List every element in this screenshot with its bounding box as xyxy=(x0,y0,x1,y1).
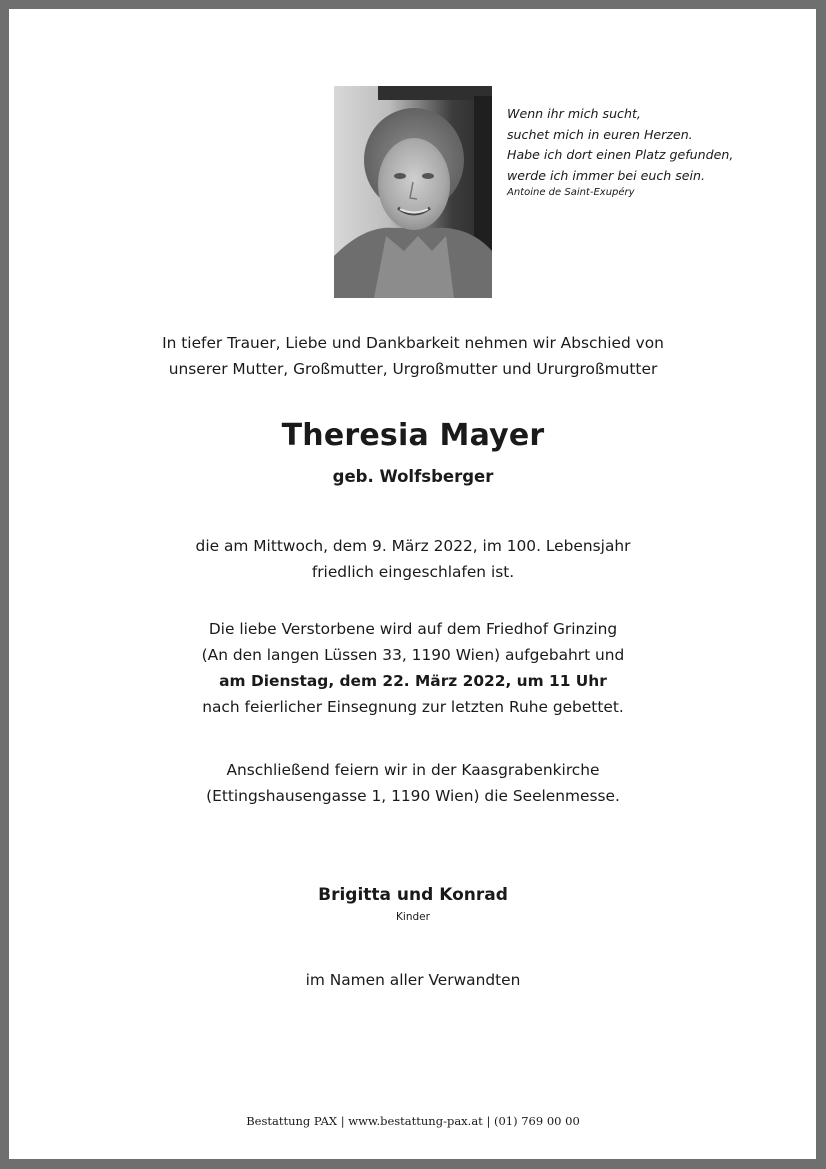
death-line: die am Mittwoch, dem 9. März 2022, im 100. Lebensjahr xyxy=(195,537,631,555)
quote-author: Antoine de Saint-Exupéry xyxy=(507,187,635,198)
quote-line: suchet mich in euren Herzen. xyxy=(507,126,693,142)
quote-block xyxy=(507,104,807,200)
deceased-name: Theresia Mayer xyxy=(281,418,545,453)
quote-line: Wenn ihr mich sucht, xyxy=(507,106,641,121)
mourner-relation: Kinder xyxy=(396,911,430,923)
footer-contact: Bestattung PAX | www.bestattung-pax.at | (01) 769 00 00 xyxy=(246,1114,580,1128)
death-notice xyxy=(40,533,786,585)
portrait-photo xyxy=(334,86,492,298)
mass-details xyxy=(40,757,786,809)
death-line: friedlich eingeschlafen ist. xyxy=(311,563,515,581)
portrait-image xyxy=(334,86,492,298)
funeral-line: (An den langen Lüssen 33, 1190 Wien) aufgebahrt und xyxy=(201,646,625,664)
maiden-name: geb. Wolfsberger xyxy=(332,467,494,486)
mass-line: (Ettingshausengasse 1, 1190 Wien) die Seelenmesse. xyxy=(206,787,620,805)
funeral-closing-line: nach feierlicher Einsegnung zur letzten Ruhe gebettet. xyxy=(202,698,624,716)
intro-text xyxy=(40,330,786,382)
quote-line: Habe ich dort einen Platz gefunden, xyxy=(507,147,734,162)
mourner-names: Brigitta und Konrad xyxy=(318,885,508,905)
funeral-date: am Dienstag, dem 22. März 2022, um 11 Uhr xyxy=(219,672,607,690)
intro-line: In tiefer Trauer, Liebe und Dankbarkeit nehmen wir Abschied von xyxy=(162,334,664,352)
funeral-details xyxy=(40,616,786,720)
quote-line: werde ich immer bei euch sein. xyxy=(507,167,706,183)
intro-line: unserer Mutter, Großmutter, Urgroßmutter und Ururgroßmutter xyxy=(168,360,658,378)
mass-line: Anschließend feiern wir in der Kaasgrabenkirche xyxy=(226,761,600,779)
funeral-line: Die liebe Verstorbene wird auf dem Friedhof Grinzing xyxy=(208,620,618,638)
behalf-line: im Namen aller Verwandten xyxy=(305,971,521,989)
